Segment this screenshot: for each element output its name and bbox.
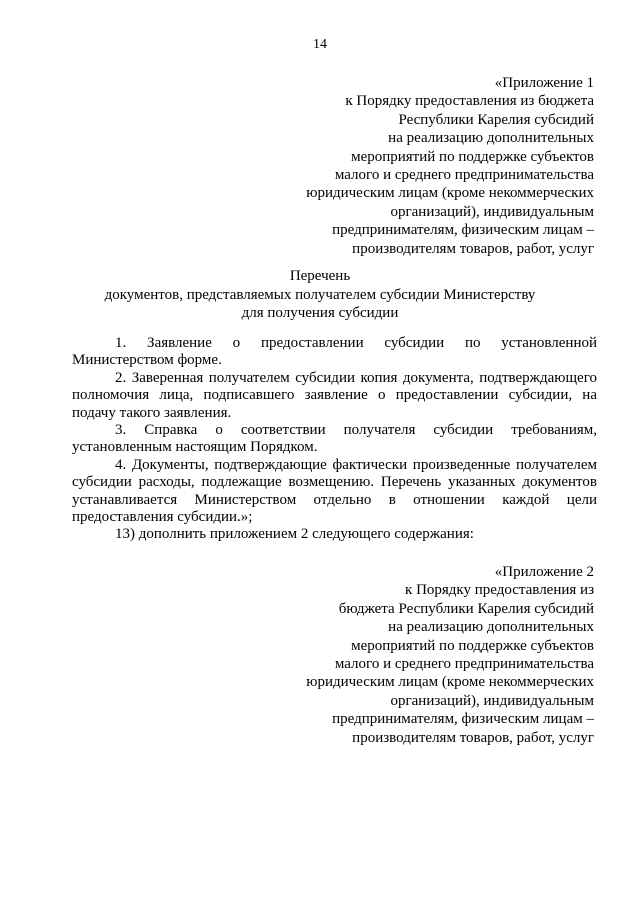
annex-2-line: «Приложение 2 xyxy=(494,564,594,580)
text-line: установленным настоящим Порядком. xyxy=(72,439,318,456)
annex-2-line: на реализацию дополнительных xyxy=(388,619,594,636)
annex-1-line: предпринимателям, физическим лицам – xyxy=(332,222,594,239)
annex-1-line: мероприятий по поддержке субъектов xyxy=(351,148,594,165)
annex-2-header xyxy=(306,563,594,747)
annex-1-line: «Приложение 1 xyxy=(494,75,594,91)
text-line: 1. Заявление о предоставлении субсидии по установленной xyxy=(115,335,597,351)
annex-1-line: на реализацию дополнительных xyxy=(388,130,594,147)
annex-2-line: производителям товаров, работ, услуг xyxy=(352,729,594,746)
text-line: субсидии расходы, подлежащие возмещению. Перечень указанных документов xyxy=(72,474,597,491)
annex-2-line: мероприятий по поддержке субъектов xyxy=(351,637,594,654)
heading-subtitle: документов, представляемых получателем субсидии Министерству xyxy=(104,286,536,303)
annex-2-line: к Порядку предоставления из xyxy=(405,582,594,599)
annex-1-line: к Порядку предоставления из бюджета xyxy=(345,93,594,110)
list-item-4 xyxy=(72,457,597,527)
annex-2-line: бюджета Республики Карелия субсидий xyxy=(338,600,594,617)
text-line: 13) дополнить приложением 2 следующего содержания: xyxy=(115,526,474,543)
annex-1-line: организаций), индивидуальным xyxy=(390,203,594,220)
annex-1-line: юридическим лицам (кроме некоммерческих xyxy=(306,185,594,202)
annex-2-line: малого и среднего предпринимательства xyxy=(334,656,594,673)
text-line: устанавливается Министерством отдельно в отношении каждой цели xyxy=(72,491,597,508)
page-number: 14 xyxy=(313,37,327,52)
list-item-1 xyxy=(72,335,597,370)
annex-2-line: предпринимателям, физическим лицам – xyxy=(332,711,594,728)
text-line: подачу такого заявления. xyxy=(72,404,232,421)
text-line: полномочия лица, подписавшего заявление о предоставлении субсидии, на xyxy=(72,387,597,404)
annex-2-line: организаций), индивидуальным xyxy=(390,692,594,709)
annex-1-line: малого и среднего предпринимательства xyxy=(334,167,594,184)
annex-1-line: Республики Карелия субсидий xyxy=(398,111,594,128)
item-13-amendment xyxy=(72,526,597,543)
annex-2-line: юридическим лицам (кроме некоммерческих xyxy=(306,674,594,691)
text-line: 4. Документы, подтверждающие фактически произведенные получателем xyxy=(115,456,597,473)
document-list-heading xyxy=(0,267,640,323)
annex-1-line: производителям товаров, работ, услуг xyxy=(352,240,594,257)
heading-title: Перечень xyxy=(289,268,351,284)
heading-subtitle: для получения субсидии xyxy=(241,305,399,322)
text-line: 2. Заверенная получателем субсидии копия документа, подтверждающего xyxy=(115,369,597,386)
list-item-2 xyxy=(72,370,597,422)
text-line: Министерством форме. xyxy=(72,352,222,369)
text-line: предоставления субсидии.»; xyxy=(72,509,253,526)
text-line: 3. Справка о соответствии получателя субсидии требованиям, xyxy=(115,422,597,439)
list-item-3 xyxy=(72,422,597,457)
annex-1-header xyxy=(306,74,594,258)
document-list-body xyxy=(72,335,597,544)
